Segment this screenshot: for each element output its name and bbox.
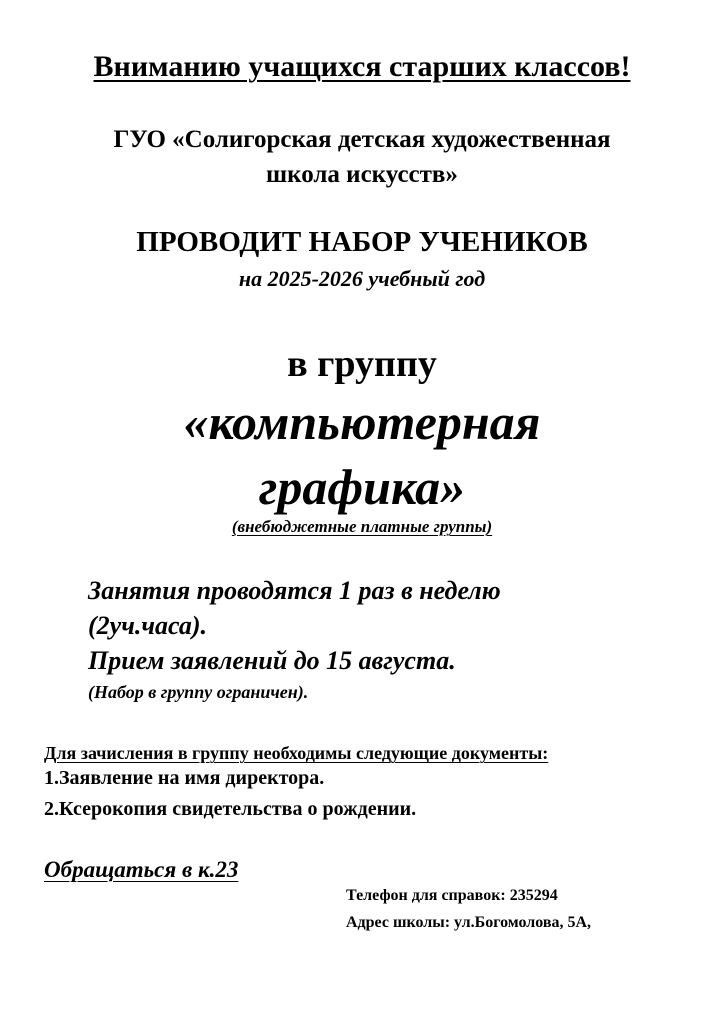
contact-room: Обращаться в к.23	[44, 857, 239, 882]
notice-heading: Вниманию учащихся старших классов!	[93, 50, 631, 83]
group-name-line-1: «компьютерная	[183, 394, 541, 450]
schedule-line-1: Занятия проводятся 1 раз в неделю	[88, 576, 501, 605]
document-item: 2.Ксерокопия свидетельства о рождении.	[44, 798, 417, 820]
recruitment-title: ПРОВОДИТ НАБОР УЧЕНИКОВ	[136, 226, 588, 258]
organization-name-line-2: школа искусств»	[266, 161, 458, 188]
group-prefix: в группу	[287, 343, 437, 385]
paid-group-note: (внебюджетные платные группы)	[231, 517, 493, 536]
organization-name-line-1: ГУО «Солигорская детская художественная	[113, 126, 611, 153]
schedule-line-3: Прием заявлений до 15 августа.	[88, 646, 456, 675]
schedule-line-4: (Набор в группу ограничен).	[88, 682, 309, 702]
school-address: Адрес школы: ул.Богомолова, 5А,	[346, 914, 592, 931]
schedule-line-2: (2уч.часа).	[88, 611, 208, 640]
documents-title: Для зачисления в группу необходимы следующие документы:	[44, 743, 549, 763]
group-name-line-2: графика»	[258, 459, 466, 515]
document-item: 1.Заявление на имя директора.	[44, 767, 325, 789]
contact-phone: Телефон для справок: 235294	[346, 887, 558, 904]
academic-year: на 2025-2026 учебный год	[238, 266, 486, 291]
